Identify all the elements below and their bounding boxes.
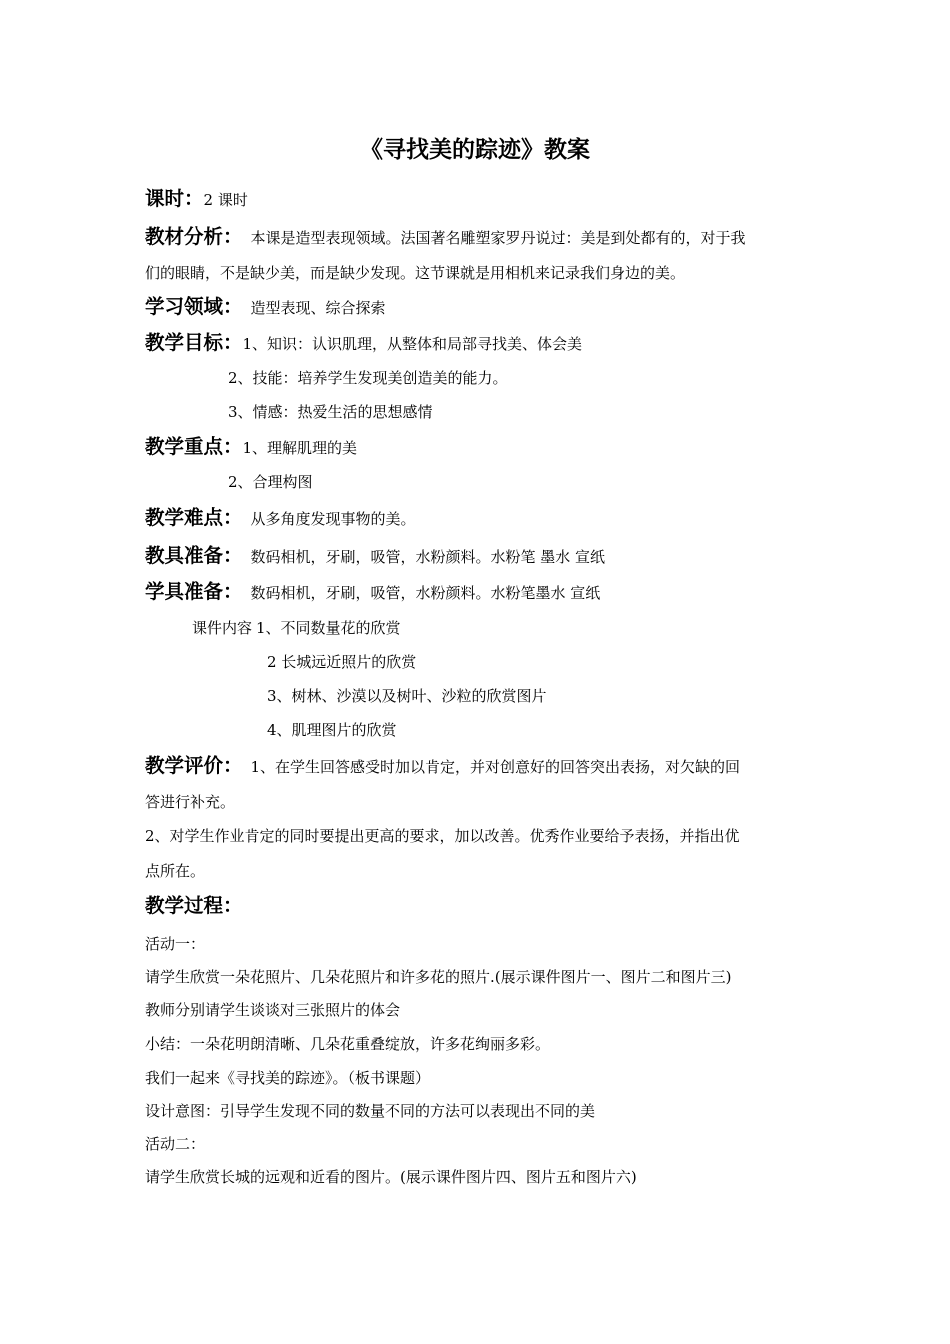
process-line: 请学生欣赏长城的远观和近看的图片。(展示课件图片四、图片五和图片六) xyxy=(145,1168,637,1186)
process-line: 小结：一朵花明朗清晰、几朵花重叠绽放，许多花绚丽多彩。 xyxy=(145,1035,551,1053)
process-line: 请学生欣赏一朵花照片、几朵花照片和许多花的照片.(展示课件图片一、图片二和图片三) xyxy=(145,968,732,986)
evaluation-line-2: 答进行补充。 xyxy=(145,793,236,811)
key-points-label: 教学重点： xyxy=(145,435,243,458)
process-line: 设计意图：引导学生发现不同的数量不同的方法可以表现出不同的美 xyxy=(145,1102,596,1120)
evaluation-row xyxy=(145,755,815,778)
courseware-item: 1、不同数量花的欣赏 xyxy=(256,619,401,637)
student-tools-label: 学具准备： xyxy=(145,580,243,603)
goals-label: 教学目标： xyxy=(145,331,243,354)
key-points-row xyxy=(145,436,815,459)
goals-row xyxy=(145,332,815,355)
goal-item: 1、知识：认识肌理，从整体和局部寻找美、体会美 xyxy=(242,335,583,353)
student-tools-row xyxy=(145,581,815,604)
process-heading xyxy=(145,895,815,918)
courseware-item: 3、树林、沙漠以及树叶、沙粒的欣赏图片 xyxy=(267,687,547,705)
difficulty-value: 从多角度发现事物的美。 xyxy=(250,510,416,528)
evaluation-line-1: 1、在学生回答感受时加以肯定，并对创意好的回答突出表扬，对欠缺的回 xyxy=(250,758,741,776)
difficulty-row xyxy=(145,507,815,530)
domain-value: 造型表现、综合探索 xyxy=(250,299,386,317)
key-point-item: 1、理解肌理的美 xyxy=(242,439,358,457)
material-row xyxy=(145,226,815,249)
process-line: 教师分别请学生谈谈对三张照片的体会 xyxy=(145,1001,401,1019)
evaluation-line-4: 点所在。 xyxy=(145,862,206,880)
goal-item: 2、技能：培养学生发现美创造美的能力。 xyxy=(228,369,508,387)
courseware-item: 4、肌理图片的欣赏 xyxy=(267,721,397,739)
courseware-item: 2 长城远近照片的欣赏 xyxy=(267,653,417,671)
process-line: 活动二： xyxy=(145,1135,206,1153)
class-hours-value: 2 课时 xyxy=(203,191,248,209)
teacher-tools-value: 数码相机，牙刷，吸管，水粉颜料。水粉笔 墨水 宣纸 xyxy=(250,548,606,566)
process-line: 活动一： xyxy=(145,935,206,953)
key-point-item: 2、合理构图 xyxy=(228,473,313,491)
page-title: 《寻找美的踪迹》教案 xyxy=(360,137,590,163)
teacher-tools-label: 教具准备： xyxy=(145,544,243,567)
courseware-label: 课件内容 xyxy=(192,619,253,637)
domain-row xyxy=(145,296,815,319)
evaluation-line-3: 2、对学生作业肯定的同时要提出更高的要求，加以改善。优秀作业要给予表扬，并指出优 xyxy=(145,827,740,845)
process-label: 教学过程： xyxy=(145,894,243,917)
student-tools-value: 数码相机，牙刷，吸管，水粉颜料。水粉笔墨水 宣纸 xyxy=(250,584,601,602)
material-label: 教材分析： xyxy=(145,225,243,248)
domain-label: 学习领域： xyxy=(145,295,243,318)
evaluation-label: 教学评价： xyxy=(145,754,243,777)
courseware-row xyxy=(192,617,862,639)
difficulty-label: 教学难点： xyxy=(145,506,243,529)
material-line-1: 本课是造型表现领域。法国著名雕塑家罗丹说过：美是到处都有的，对于我 xyxy=(250,229,746,247)
material-line-2: 们的眼睛，不是缺少美，而是缺少发现。这节课就是用相机来记录我们身边的美。 xyxy=(145,264,686,282)
goal-item: 3、情感：热爱生活的思想感情 xyxy=(228,403,433,421)
teacher-tools-row xyxy=(145,545,815,568)
class-hours-row xyxy=(145,188,815,211)
class-hours-label: 课时： xyxy=(145,187,204,210)
process-line: 我们一起来《寻找美的踪迹》。（板书课题） xyxy=(145,1069,431,1087)
